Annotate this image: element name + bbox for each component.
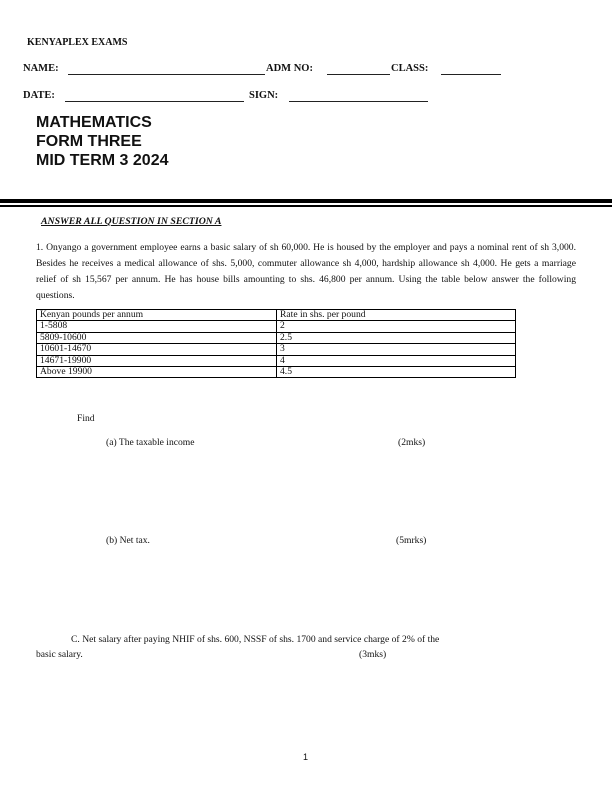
table-cell: 10601-14670	[37, 344, 277, 355]
table-row	[37, 332, 516, 343]
table-cell: 2.5	[277, 332, 516, 343]
table-row	[37, 367, 516, 378]
table-cell: Above 19900	[37, 367, 277, 378]
part-a-text: (a) The taxable income	[106, 437, 195, 448]
find-label: Find	[77, 413, 95, 424]
part-c-marks: (3mks)	[359, 649, 387, 660]
divider-thick	[0, 199, 612, 203]
table-row	[37, 355, 516, 366]
adm-field[interactable]	[327, 74, 390, 75]
sign-label: SIGN:	[249, 90, 279, 101]
table-row	[37, 321, 516, 332]
part-c-text-cont: basic salary.	[36, 649, 83, 660]
term-title: MID TERM 3 2024	[36, 152, 169, 169]
name-label: NAME:	[23, 63, 59, 74]
table-header-row	[37, 310, 516, 321]
table-cell: 2	[277, 321, 516, 332]
table-cell: 5809-10600	[37, 332, 277, 343]
subject-title: MATHEMATICS	[36, 114, 152, 131]
class-field[interactable]	[441, 74, 501, 75]
page-number: 1	[303, 752, 309, 762]
part-b-marks: (5mrks)	[396, 535, 427, 546]
adm-label: ADM NO:	[266, 63, 313, 74]
part-a-marks: (2mks)	[398, 437, 426, 448]
date-field[interactable]	[65, 101, 244, 102]
tax-table	[36, 309, 516, 378]
table-cell: 4.5	[277, 367, 516, 378]
table-cell: 3	[277, 344, 516, 355]
part-c-text: C. Net salary after paying NHIF of shs. 600, NSSF of shs. 1700 and service charge of 2% of the	[71, 634, 440, 645]
sign-field[interactable]	[289, 101, 428, 102]
question-1-text: 1. Onyango a government employee earns a basic salary of sh 60,000. He is housed by the employer and pays a nominal rent of sh 3,000. Besides he receives a medical allowance of shs. 5,000, commuter allowance sh 4,000, hardship allowance sh 4,000. He gets a marriage relief of sh 15,567 per annum. He has house bills amounting to shs. 46,800 per annum. Using the table below answer the following questions.	[36, 242, 576, 301]
class-label: CLASS:	[391, 63, 429, 74]
table-cell: 14671-19900	[37, 355, 277, 366]
name-field[interactable]	[68, 74, 265, 75]
table-cell: 4	[277, 355, 516, 366]
form-title: FORM THREE	[36, 133, 142, 150]
divider-thin	[0, 205, 612, 207]
date-label: DATE:	[23, 90, 55, 101]
table-header: Kenyan pounds per annum	[37, 310, 277, 321]
table-row	[37, 344, 516, 355]
school-name: KENYAPLEX EXAMS	[27, 37, 128, 48]
part-b-text: (b) Net tax.	[106, 535, 150, 546]
table-header: Rate in shs. per pound	[277, 310, 516, 321]
table-cell: 1-5808	[37, 321, 277, 332]
section-instruction: ANSWER ALL QUESTION IN SECTION A	[41, 216, 222, 227]
